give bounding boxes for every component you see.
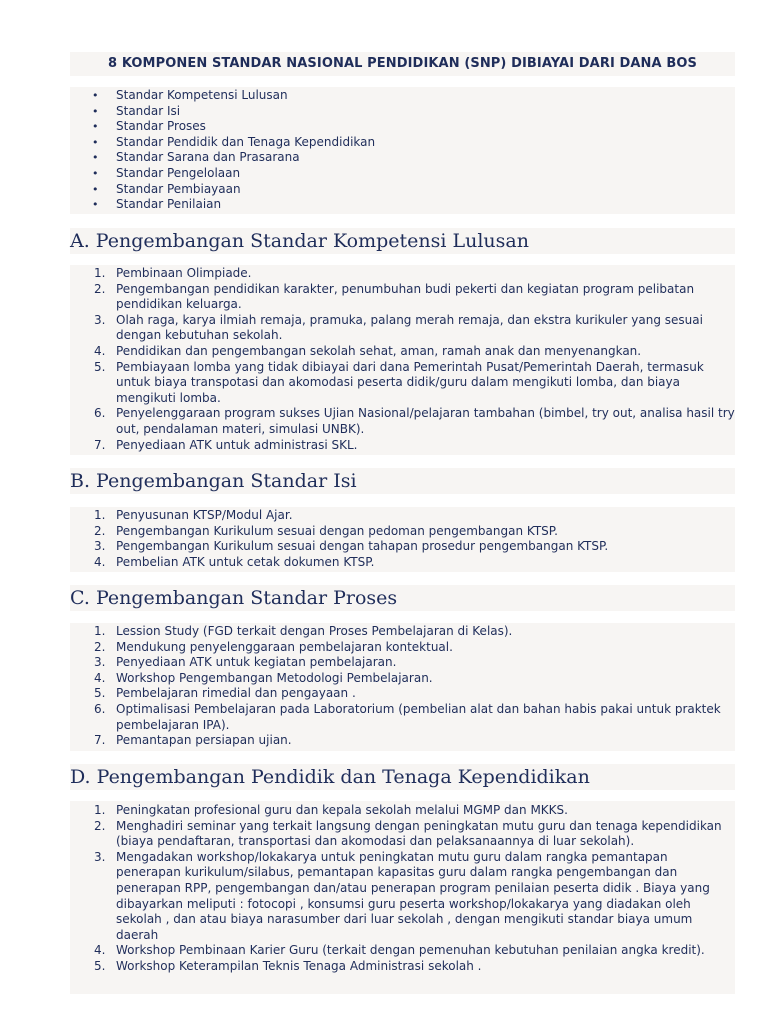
list-item: • Standar Sarana dan Prasarana: [70, 150, 375, 166]
list-item-text: Penyelenggaraan program sukses Ujian Nasional/pelajaran tambahan (bimbel, try out, analisa hasil try out, pendalaman materi, simulasi UNBK).: [116, 406, 735, 436]
list-item: 3. Penyediaan ATK untuk kegiatan pembelajaran.: [94, 655, 397, 670]
section-b-heading: B. Pengembangan Standar Isi: [70, 470, 357, 492]
list-item: • Standar Penilaian: [70, 197, 375, 213]
list-item: 1. Peningkatan profesional guru dan kepala sekolah melalui MGMP dan MKKS.: [94, 803, 568, 817]
list-item-text: Workshop Pengembangan Metodologi Pembelajaran.: [116, 670, 433, 685]
list-item: 2. Mendukung penyelenggaraan pembelajaran kontektual.: [94, 639, 453, 654]
list-item-text: Workshop Keterampilan Teknis Tenaga Administrasi sekolah .: [116, 958, 482, 973]
list-item-text: Pengembangan pendidikan karakter, penumbuhan budi pekerti dan kegiatan program pelibatan pendidikan keluarga.: [116, 281, 695, 312]
list-item: 2. Pengembangan pendidikan karakter, penumbuhan budi pekerti dan kegiatan program pelibatan pendidikan keluarga.: [94, 281, 695, 312]
list-item: 1. Pembinaan Olimpiade.: [94, 266, 252, 280]
list-item: 4. Pembelian ATK untuk cetak dokumen KTSP.: [94, 554, 375, 569]
list-item: • Standar Kompetensi Lulusan: [70, 88, 375, 104]
list-item-text: Mendukung penyelenggaraan pembelajaran kontektual.: [116, 639, 453, 654]
list-item: 7. Penyediaan ATK untuk administrasi SKL.: [94, 437, 358, 452]
list-item-text: Pembelajaran rimedial dan pengayaan .: [116, 686, 356, 701]
list-item-text: Penyediaan ATK untuk administrasi SKL.: [116, 437, 358, 452]
list-item-text: Pendidikan dan pengembangan sekolah sehat, aman, ramah anak dan menyenangkan.: [116, 343, 642, 358]
list-item: 6. Optimalisasi Pembelajaran pada Laboratorium (pembelian alat dan bahan habis pakai untuk praktek pembelajaran IPA).: [94, 701, 721, 732]
section-d-list: [70, 803, 735, 975]
list-item: 5. Workshop Keterampilan Teknis Tenaga Administrasi sekolah .: [94, 958, 482, 973]
list-item-text: Pengembangan Kurikulum sesuai dengan tahapan prosedur pengembangan KTSP.: [116, 539, 609, 554]
list-item-text: Lession Study (FGD terkait dengan Proses Pembelajaran di Kelas).: [116, 624, 513, 638]
section-c-list: [70, 624, 735, 749]
list-item-text: Pembiayaan lomba yang tidak dibiayai dari dana Pemerintah Pusat/Pemerintah Daerah, termasuk untuk biaya transpotasi dan akomodasi peserta didik/guru dalam mengikuti lomba, dan biaya mengikuti lomba.: [116, 359, 704, 405]
list-item: • Standar Proses: [70, 119, 375, 135]
list-item: 1. Lession Study (FGD terkait dengan Proses Pembelajaran di Kelas).: [94, 624, 513, 638]
list-item-text: Olah raga, karya ilmiah remaja, pramuka, palang merah remaja, dan ekstra kurikuler yang sesuai dengan kebutuhan sekolah.: [116, 312, 703, 343]
section-a-list: [70, 266, 735, 453]
section-a-heading: A. Pengembangan Standar Kompetensi Lulusan: [70, 230, 529, 252]
section-d-heading: D. Pengembangan Pendidik dan Tenaga Kependidikan: [70, 766, 590, 788]
list-item: 5. Pembelajaran rimedial dan pengayaan .: [94, 686, 356, 701]
list-item-text: Pemantapan persiapan ujian.: [116, 733, 292, 748]
list-item-text: Pembelian ATK untuk cetak dokumen KTSP.: [116, 554, 375, 569]
list-item-text: Penyediaan ATK untuk kegiatan pembelajaran.: [116, 655, 397, 670]
list-item-text: Peningkatan profesional guru dan kepala sekolah melalui MGMP dan MKKS.: [116, 803, 568, 817]
standards-list: [70, 88, 375, 213]
list-item: 6. Penyelenggaraan program sukses Ujian Nasional/pelajaran tambahan (bimbel, try out, analisa hasil try out, pendalaman materi, simulasi UNBK).: [94, 406, 735, 436]
list-item: 4. Workshop Pembinaan Karier Guru (terkait dengan pemenuhan kebutuhan penilaian angka kredit).: [94, 943, 705, 958]
list-item-text: Penyusunan KTSP/Modul Ajar.: [116, 508, 293, 522]
list-item: 3. Pengembangan Kurikulum sesuai dengan tahapan prosedur pengembangan KTSP.: [94, 539, 609, 554]
list-item: 3. Olah raga, karya ilmiah remaja, pramuka, palang merah remaja, dan ekstra kurikuler yang sesuai dengan kebutuhan sekolah.: [94, 312, 703, 343]
list-item: • Standar Pembiayaan: [70, 182, 375, 198]
section-b-list: [70, 508, 735, 570]
list-item: 5. Pembiayaan lomba yang tidak dibiayai dari dana Pemerintah Pusat/Pemerintah Daerah, termasuk untuk biaya transpotasi dan akomodasi peserta didik/guru dalam mengikuti lomba, dan biaya mengikuti lomba.: [94, 359, 704, 405]
list-item: • Standar Pengelolaan: [70, 166, 375, 182]
list-item-text: Mengadakan workshop/lokakarya untuk peningkatan mutu guru dalam rangka pemantapan penerapan kurikulum/silabus, pemantapan kapasitas guru dalam rangka pengembangan dan penerapan RPP, pengembangan dan/atau penerapan program penilaian peserta didik . Biaya yang dibayarkan meliputi : fotocopi , konsumsi guru peserta workshop/lokakarya yang diadakan oleh sekolah , dan atau biaya narasumber dari luar sekolah , dengan mengikuti standar biaya umum daerah: [116, 849, 710, 942]
list-item: 1. Penyusunan KTSP/Modul Ajar.: [94, 508, 293, 522]
list-item: 4. Pendidikan dan pengembangan sekolah sehat, aman, ramah anak dan menyenangkan.: [94, 343, 642, 358]
list-item: • Standar Isi: [70, 104, 375, 120]
list-item: 7. Pemantapan persiapan ujian.: [94, 733, 292, 748]
list-item-text: Workshop Pembinaan Karier Guru (terkait dengan pemenuhan kebutuhan penilaian angka kredit).: [116, 943, 705, 958]
list-item: 3. Mengadakan workshop/lokakarya untuk peningkatan mutu guru dalam rangka pemantapan penerapan kurikulum/silabus, pemantapan kapasitas guru dalam rangka pengembangan dan penerapan RPP, pengembangan dan/atau penerapan program penilaian peserta didik . Biaya yang dibayarkan meliputi : fotocopi , konsumsi guru peserta workshop/lokakarya yang diadakan oleh sekolah , dan atau biaya narasumber dari luar sekolah , dengan mengikuti standar biaya umum daerah: [94, 849, 710, 942]
section-c-heading: C. Pengembangan Standar Proses: [70, 587, 398, 609]
list-item: 2. Menghadiri seminar yang terkait langsung dengan peningkatan mutu guru dan tenaga kependidikan (biaya pendaftaran, transportasi dan akomodasi dan pelaksanaannya di luar sekolah).: [94, 818, 722, 849]
list-item-text: Pengembangan Kurikulum sesuai dengan pedoman pengembangan KTSP.: [116, 523, 558, 538]
list-item-text: Optimalisasi Pembelajaran pada Laboratorium (pembelian alat dan bahan habis pakai untuk praktek pembelajaran IPA).: [116, 701, 721, 732]
list-item: 2. Pengembangan Kurikulum sesuai dengan pedoman pengembangan KTSP.: [94, 523, 558, 538]
list-item-text: Pembinaan Olimpiade.: [116, 266, 252, 280]
list-item: • Standar Pendidik dan Tenaga Kependidikan: [70, 135, 375, 151]
document-title: 8 KOMPONEN STANDAR NASIONAL PENDIDIKAN (SNP) DIBIAYAI DARI DANA BOS: [108, 56, 697, 71]
list-item: 4. Workshop Pengembangan Metodologi Pembelajaran.: [94, 670, 433, 685]
list-item-text: Menghadiri seminar yang terkait langsung dengan peningkatan mutu guru dan tenaga kependidikan (biaya pendaftaran, transportasi dan akomodasi dan pelaksanaannya di luar sekolah).: [116, 818, 722, 849]
